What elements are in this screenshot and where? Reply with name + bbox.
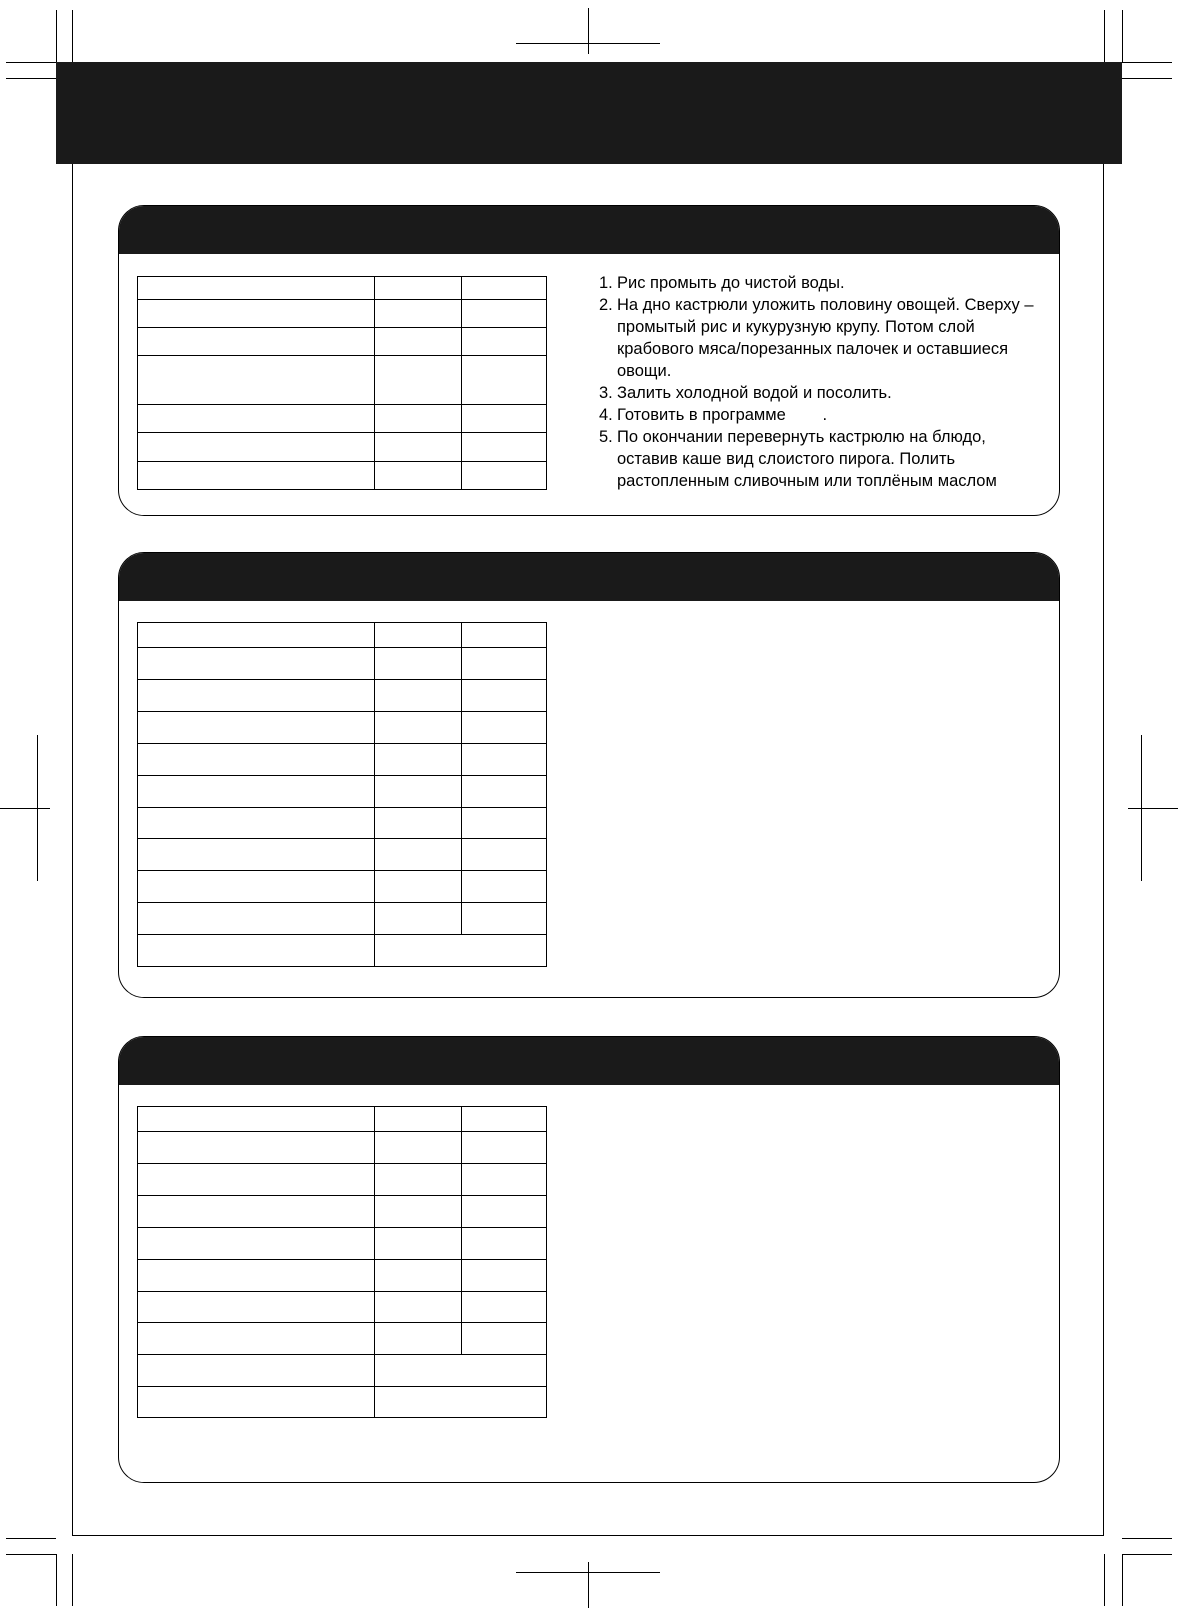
step-1: 1. Рис промыть до чистой воды. bbox=[599, 274, 845, 292]
table-row bbox=[138, 744, 547, 776]
step-5: 5. По окончании перевернуть кастрюлю на блюдо, оставив каше вид слоистого пирога. Полить растопленным сливочным или топлёным маслом bbox=[599, 428, 997, 490]
table-row bbox=[138, 623, 547, 648]
ingredients-table bbox=[137, 1106, 547, 1418]
table-row bbox=[138, 300, 547, 328]
table-row bbox=[138, 680, 547, 712]
step-4: 4. Готовить в программе . bbox=[599, 406, 828, 424]
table-row bbox=[138, 405, 547, 433]
table-row bbox=[138, 1132, 547, 1164]
table-row bbox=[138, 1387, 547, 1418]
table-row bbox=[138, 1107, 547, 1132]
table-row bbox=[138, 712, 547, 744]
table-row bbox=[138, 356, 547, 405]
table-row bbox=[138, 1228, 547, 1260]
header-band bbox=[56, 62, 1122, 164]
table-row bbox=[138, 1355, 547, 1387]
table-row bbox=[138, 1196, 547, 1228]
ingredients-table bbox=[137, 276, 547, 490]
table-row bbox=[138, 433, 547, 462]
recipe-card-header bbox=[119, 553, 1059, 601]
recipe-card-3 bbox=[118, 1036, 1060, 1483]
step-3: 3. Залить холодной водой и посолить. bbox=[599, 384, 892, 402]
recipe-card-2 bbox=[118, 552, 1060, 998]
table-row bbox=[138, 1164, 547, 1196]
recipe-card-header bbox=[119, 206, 1059, 254]
table-row bbox=[138, 839, 547, 871]
recipe-card-1 bbox=[118, 205, 1060, 516]
table-row bbox=[138, 903, 547, 935]
table-row bbox=[138, 1260, 547, 1292]
table-row bbox=[138, 277, 547, 300]
table-row bbox=[138, 1323, 547, 1355]
table-row bbox=[138, 871, 547, 903]
table-row bbox=[138, 328, 547, 356]
cooking-steps bbox=[599, 272, 1039, 492]
table-row bbox=[138, 935, 547, 967]
table-row bbox=[138, 462, 547, 490]
table-row bbox=[138, 1292, 547, 1323]
recipe-card-header bbox=[119, 1037, 1059, 1085]
table-row bbox=[138, 648, 547, 680]
table-row bbox=[138, 776, 547, 808]
ingredients-table bbox=[137, 622, 547, 967]
step-2: 2. На дно кастрюли уложить половину овощей. Сверху – промытый рис и кукурузную крупу. Потом слой крабового мяса/порезанных палочек и оставшиеся овощи. bbox=[599, 296, 1034, 380]
table-row bbox=[138, 808, 547, 839]
